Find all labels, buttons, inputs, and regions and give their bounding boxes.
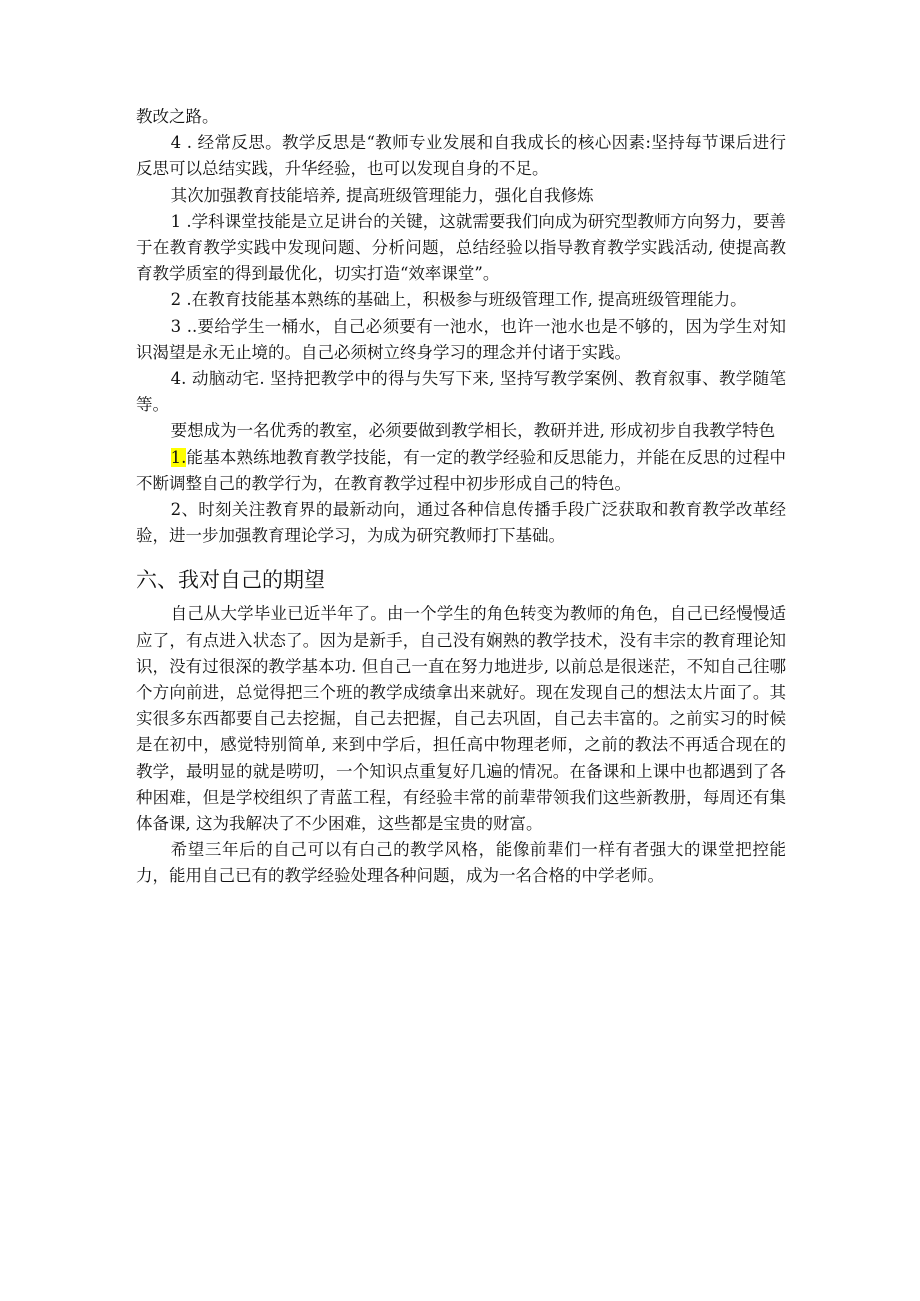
paragraph-skills-intro: 其次加强教育技能培养, 提高班级管理能力，强化自我修炼 bbox=[170, 185, 594, 205]
document-body bbox=[136, 104, 786, 890]
paragraph-three-year-hope: 希望三年后的自己可以有白己的教学风格，能像前辈们一样有者强大的课堂把控能力，能用自己已有的教学经验处理各种问题，成为一名合格的中学老师。 bbox=[136, 840, 786, 886]
paragraph-excellent-teacher: 要想成为一名优秀的教室，必须要做到教学相长，教研并进, 形成初步自我教学特色 bbox=[170, 421, 776, 441]
paragraph-text: . 经常反思。教学反思是“教师专业发展和自我成长的核心因素:坚持每节课后进行反思可以总结实践，升华经验，也可以发现自身的不足。 bbox=[136, 133, 786, 179]
paragraph-text: ..要给学生一桶水，自己必须要有一池水，也许一池水也是不够的，因为学生对知识渴望是永无止境的。自己必须树立终身学习的理念并付诸于实践。 bbox=[136, 316, 786, 362]
paragraph-item-3-lifelong-learning bbox=[136, 314, 786, 366]
paragraph-highlighted-item-1 bbox=[136, 445, 786, 497]
paragraph-item-1-classroom-skills bbox=[136, 209, 786, 288]
section-heading: 六、我对自己的期望 bbox=[136, 568, 325, 593]
paragraph-text: .学科课堂技能是立足讲台的关键，这就需要我们向成为研究型教师方向努力，要善于在教育教学实践中发现问题、分析问题，总结经验以指导教育教学实践活动, 使提高教育教学质室的得到最优化，切实打造“效率课堂”。 bbox=[136, 211, 786, 284]
paragraph-text: .在教育技能基本熟练的基础上，积极参与班级管理工作, 提高班级管理能力。 bbox=[181, 290, 747, 310]
paragraph-self-reflection: 自己从大学毕业已近半年了。由一个学生的角色转变为教师的角色，自己已经慢慢适应了，有点进入状态了。因为是新手，自己没有娴熟的教学技术，没有丰宗的教育理论知识，没有过很深的教学基本功. 但自己一直在努力地进步, 以前总是很迷茫，不知自己往哪个方向前进，总觉得把三个班的教学成绩拿出来就好。现在发现自己的想法太片面了。其实很多东西都要自己去挖掘，自己去把握，自己去巩固，自己去丰富的。之前实习的时候是在初中，感觉特别简单, 来到中学后，担任高中物理老师，之前的教法不再适合现在的教学，最明显的就是唠叨，一个知识点重复好几遍的情况。在备课和上课中也都遇到了各种困难，但是学校组织了青蓝工程，有经验丰常的前辈带领我们这些新教册，每周还有集体备课, 这为我解决了不少困难，这些都是宝贵的财富。 bbox=[136, 604, 786, 834]
paragraph-item-4-writing: 4. 动脑动宅. 坚持把教学中的得与失写下来, 坚持写教学案例、教育叙事、教学随笔等。 bbox=[136, 369, 786, 415]
item-number: 4 bbox=[170, 133, 182, 153]
item-number: 3 bbox=[170, 316, 182, 336]
paragraph-continuation: 教改之路。 bbox=[136, 107, 219, 126]
highlighted-number: 1. bbox=[170, 447, 187, 467]
paragraph-text: 能基本熟练地教育教学技能，有一定的教学经验和反思能力，并能在反思的过程中不断调整自己的教学行为，在教育教学过程中初步形成自己的特色。 bbox=[136, 447, 786, 493]
item-number: 1 bbox=[170, 211, 182, 231]
item-number: 2 bbox=[170, 290, 182, 310]
paragraph-item-2-education-trends: 2、时刻关注教育界的最新动向，通过各种信息传播手段广泛获取和教育教学改革经验，进一步加强教育理论学习，为成为研究教师打下基础。 bbox=[136, 500, 786, 546]
paragraph-item-2-class-management bbox=[136, 287, 786, 313]
paragraph-item-4-reflection bbox=[136, 130, 786, 182]
